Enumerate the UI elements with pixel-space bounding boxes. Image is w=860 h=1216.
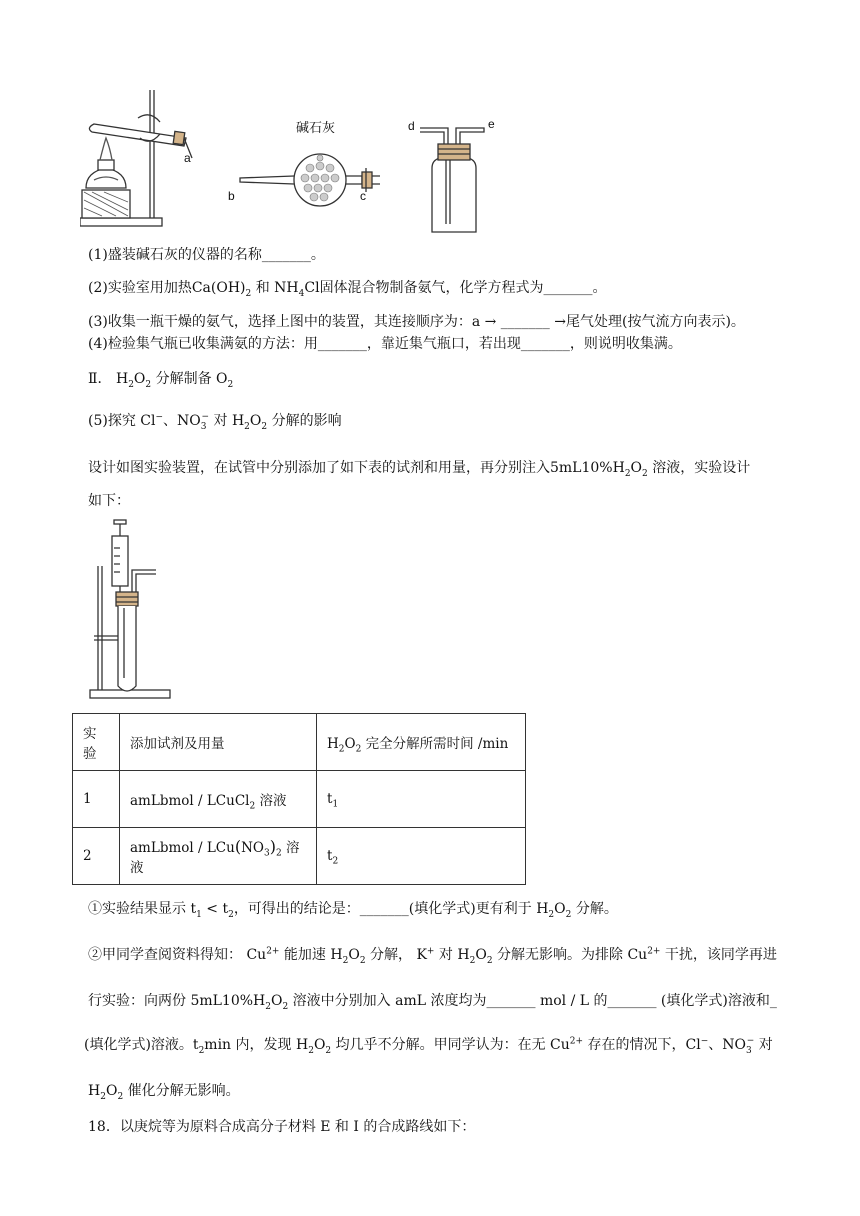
gas-bottle-apparatus	[420, 128, 484, 232]
subquestion-1: ①实验结果显示 $t_1 < t_2$，可得出的结论是：_______(填化学式)更有利于 $H_2O_2$ 分解。	[88, 901, 618, 920]
row-2-number: 2	[73, 828, 120, 885]
label-c: c	[360, 189, 366, 203]
question-18: 18．以庚烷等为原料合成高分子材料 E 和 I 的合成路线如下：	[88, 1119, 476, 1135]
experiment-table	[72, 713, 526, 885]
soda-lime-caption: 碱石灰	[296, 121, 336, 136]
subquestion-2-line-2: 行实验：向两份 $5mL10\%H_2O_2$ 溶液中分别加入 amL 浓度均为_______ mol / L 的_______ (填化学式)溶液和_	[88, 993, 777, 1012]
table-row	[73, 828, 526, 885]
table-header-row	[73, 714, 526, 771]
header-experiment: 实验	[73, 714, 120, 771]
label-d: d	[408, 119, 415, 133]
subquestion-2-line-4: $H_2O_2$ 催化分解无影响。	[88, 1083, 240, 1102]
question-1: (1)盛装碱石灰的仪器的名称_______。	[88, 247, 325, 263]
question-4: (4)检验集气瓶已收集满氨的方法：用_______，靠近集气瓶口，若出现_______，则说明收集满。	[88, 336, 682, 352]
row-1-reagent: amLbmol / LCuCl$_2$ 溶液	[120, 771, 317, 828]
header-time: $H_2O_2$ 完全分解所需时间 /min	[317, 714, 526, 771]
row-1-time: $t_1$	[317, 771, 526, 828]
label-a: a	[184, 151, 191, 165]
syringe-apparatus-figure	[86, 518, 186, 704]
row-2-reagent: amLbmol / $LCu(NO_3)_2$ 溶液	[120, 828, 317, 885]
subquestion-2-line-1: ②甲同学查阅资料得知： $Cu^{2+}$ 能加速 $H_2O_2$ 分解， K+ 对 $H_2O_2$ 分解无影响。为排除 $Cu^{2+}$ 干扰，该同学再进	[88, 946, 777, 966]
section-2-heading: Ⅱ． $H_2O_2$ 分解制备 $O_2$	[88, 371, 234, 390]
question-2: (2)实验室用加热$Ca(OH)_2$ 和 $NH_4Cl$固体混合物制备氨气，化学方程式为_______。	[88, 280, 607, 299]
subquestion-2-line-3: (填化学式)溶液。$t_2\min$ 内，发现 $H_2O_2$ 均几乎不分解。甲同学认为：在无 $Cu^{2+}$ 存在的情况下，Cl−、$NO_3^-$ 对	[84, 1036, 773, 1056]
question-3: (3)收集一瓶干燥的氨气，选择上图中的装置，其连接顺序为：a → _______ →尾气处理(按气流方向表示)。	[88, 314, 745, 330]
label-e: e	[488, 117, 495, 131]
drying-tube-apparatus	[240, 154, 380, 206]
question-5: (5)探究 Cl−、$NO_3^-$ 对 $H_2O_2$ 分解的影响	[88, 412, 342, 432]
apparatus-figure	[80, 88, 520, 238]
label-b: b	[228, 189, 235, 203]
design-text-2: 如下：	[88, 493, 130, 509]
design-text-1: 设计如图实验装置，在试管中分别添加了如下表的试剂和用量，再分别注入$5mL10\%H_2O_2$ 溶液，实验设计	[88, 460, 751, 479]
heating-stand-apparatus	[80, 90, 192, 226]
row-1-number: 1	[73, 771, 120, 828]
header-reagent: 添加试剂及用量	[120, 714, 317, 771]
table-row	[73, 771, 526, 828]
row-2-time: $t_2$	[317, 828, 526, 885]
